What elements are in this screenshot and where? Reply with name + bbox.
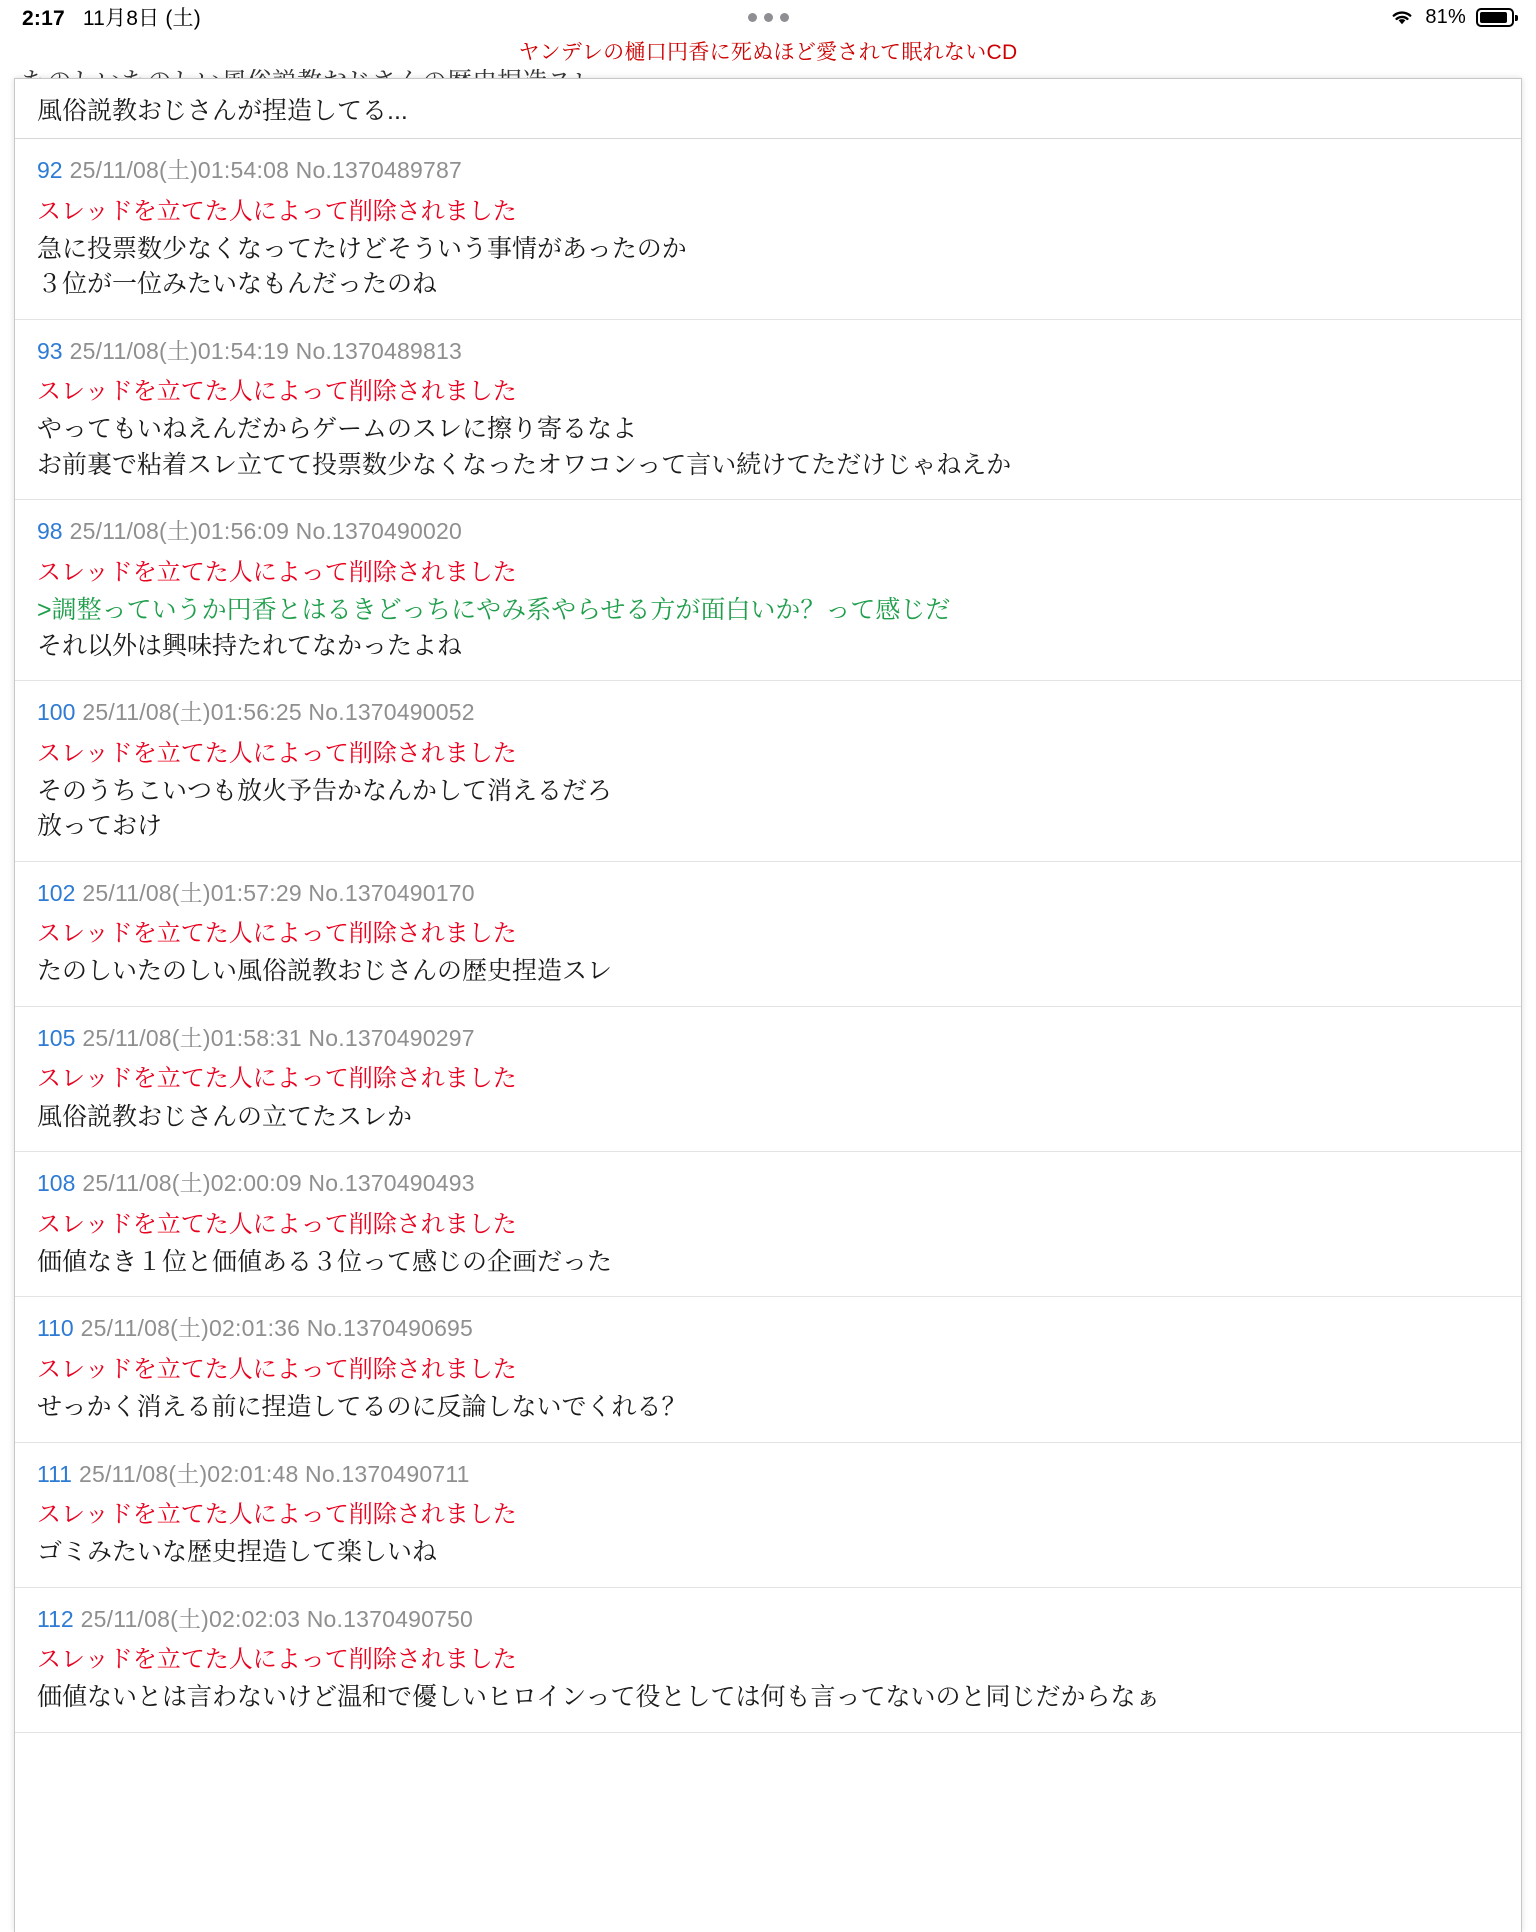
post-text-line: それ以外は興味持たれてなかったよね	[37, 631, 463, 660]
post-item[interactable]	[15, 1007, 1521, 1152]
deleted-notice: スレッドを立てた人によって削除されました	[37, 558, 517, 586]
post-timestamp-id: 25/11/08(土)01:57:29 No.1370490170	[82, 879, 475, 906]
post-text-line: ３位が一位みたいなもんだったのね	[37, 270, 438, 299]
post-list[interactable]	[15, 139, 1521, 1733]
three-dots-icon	[748, 13, 789, 22]
post-item[interactable]	[15, 1297, 1521, 1442]
deleted-notice: スレッドを立てた人によって削除されました	[37, 378, 517, 406]
post-timestamp-id: 25/11/08(土)01:56:25 No.1370490052	[82, 699, 475, 726]
deleted-notice: スレッドを立てた人によって削除されました	[37, 197, 517, 225]
post-body	[37, 954, 1499, 990]
deleted-notice: スレッドを立てた人によって削除されました	[37, 920, 517, 948]
post-number[interactable]: 105	[37, 1024, 76, 1051]
post-timestamp-id: 25/11/08(土)02:01:48 No.1370490711	[78, 1460, 470, 1487]
battery-icon	[1476, 8, 1514, 27]
deleted-notice: スレッドを立てた人によって削除されました	[37, 1646, 517, 1674]
post-timestamp-id: 25/11/08(土)01:58:31 No.1370490297	[82, 1024, 475, 1051]
post-body	[37, 1390, 1499, 1426]
status-bar	[0, 0, 1536, 34]
post-item[interactable]	[15, 500, 1521, 681]
post-body	[37, 412, 1499, 483]
post-number[interactable]: 98	[37, 518, 63, 545]
post-timestamp-id: 25/11/08(土)01:54:08 No.1370489787	[69, 157, 462, 183]
post-timestamp-id: 25/11/08(土)02:01:36 No.1370490695	[80, 1315, 474, 1342]
post-meta	[37, 153, 1499, 188]
post-body	[37, 232, 1499, 303]
overlay-title: 風俗説教おじさんが捏造してる...	[37, 96, 408, 125]
post-quote-line: >調整っていうか円香とはるきどっちにやみ系やらせる方が面白いか？って感じだ	[37, 596, 951, 625]
post-meta	[37, 1311, 1499, 1346]
deleted-notice: スレッドを立てた人によって削除されました	[37, 1501, 517, 1528]
post-text-line: そのうちこいつも放火予告かなんかして消えるだろ	[37, 776, 613, 805]
post-item[interactable]	[15, 1588, 1521, 1733]
post-body	[37, 1245, 1499, 1281]
post-timestamp-id: 25/11/08(土)01:56:09 No.1370490020	[69, 518, 462, 545]
post-number[interactable]: 108	[37, 1170, 76, 1197]
post-meta	[37, 876, 1499, 911]
overlay-header	[15, 79, 1521, 139]
post-text-line: 放っておけ	[37, 812, 163, 841]
deleted-notice: スレッドを立てた人によって削除されました	[37, 739, 517, 767]
post-body	[37, 774, 1499, 845]
post-meta	[37, 334, 1499, 369]
battery-percent-label: 81%	[1425, 5, 1466, 28]
post-number[interactable]: 100	[37, 699, 76, 726]
post-meta	[37, 1166, 1499, 1201]
post-item[interactable]	[15, 320, 1521, 501]
post-body	[37, 1100, 1499, 1136]
post-number[interactable]: 112	[37, 1605, 74, 1632]
post-text-line: せっかく消える前に捏造してるのに反論しないでくれる？	[37, 1393, 687, 1421]
post-meta	[37, 1021, 1499, 1056]
deleted-notice: スレッドを立てた人によって削除されました	[37, 1355, 517, 1383]
post-item[interactable]	[15, 862, 1521, 1007]
site-banner: ヤンデレの樋口円香に死ぬほど愛されて眠れないCD	[0, 34, 1536, 72]
post-meta	[37, 1457, 1499, 1492]
post-timestamp-id: 25/11/08(土)02:02:03 No.1370490750	[80, 1605, 474, 1632]
post-body	[37, 1680, 1499, 1716]
post-timestamp-id: 25/11/08(土)01:54:19 No.1370489813	[69, 337, 462, 364]
post-text-line: 価値なき１位と価値ある３位って感じの企画だった	[37, 1247, 613, 1276]
post-text-line: たのしいたのしい風俗説教おじさんの歴史捏造スレ	[37, 957, 613, 986]
date-label: 11月8日 (土)	[82, 7, 201, 30]
thread-overlay-panel	[14, 78, 1522, 1932]
post-meta	[37, 1602, 1499, 1637]
post-number[interactable]: 92	[37, 157, 63, 183]
post-number[interactable]: 102	[37, 879, 76, 906]
post-text-line: 急に投票数少なくなってたけどそういう事情があったのか	[37, 234, 687, 263]
status-bar-right	[1389, 6, 1514, 29]
post-text-line: やってもいねえんだからゲームのスレに擦り寄るなよ	[37, 415, 638, 444]
post-body	[37, 593, 1499, 664]
post-body	[37, 1535, 1499, 1571]
post-timestamp-id: 25/11/08(土)02:00:09 No.1370490493	[82, 1170, 475, 1197]
deleted-notice: スレッドを立てた人によって削除されました	[37, 1065, 517, 1093]
post-number[interactable]: 110	[37, 1315, 74, 1342]
clock: 2:17	[22, 7, 65, 30]
post-item[interactable]	[15, 139, 1521, 320]
post-meta	[37, 695, 1499, 730]
post-text-line: 価値ないとは言わないけど温和で優しいヒロインって役としては何も言ってないのと同じだからなぁ	[37, 1683, 1161, 1712]
post-text-line: 風俗説教おじさんの立てたスレか	[37, 1102, 413, 1131]
post-item[interactable]	[15, 681, 1521, 862]
post-text-line: ゴミみたいな歴史捏造して楽しいね	[37, 1538, 438, 1567]
post-number[interactable]: 93	[37, 337, 63, 364]
status-bar-center	[0, 13, 1536, 22]
wifi-icon	[1389, 7, 1415, 27]
post-text-line: お前裏で粘着スレ立てて投票数少なくなったオワコンって言い続けてただけじゃねえか	[37, 450, 1012, 479]
post-meta	[37, 514, 1499, 549]
post-item[interactable]	[15, 1443, 1521, 1588]
deleted-notice: スレッドを立てた人によって削除されました	[37, 1210, 517, 1238]
post-number[interactable]: 111	[37, 1460, 72, 1487]
status-bar-left	[22, 2, 201, 32]
post-item[interactable]	[15, 1152, 1521, 1297]
